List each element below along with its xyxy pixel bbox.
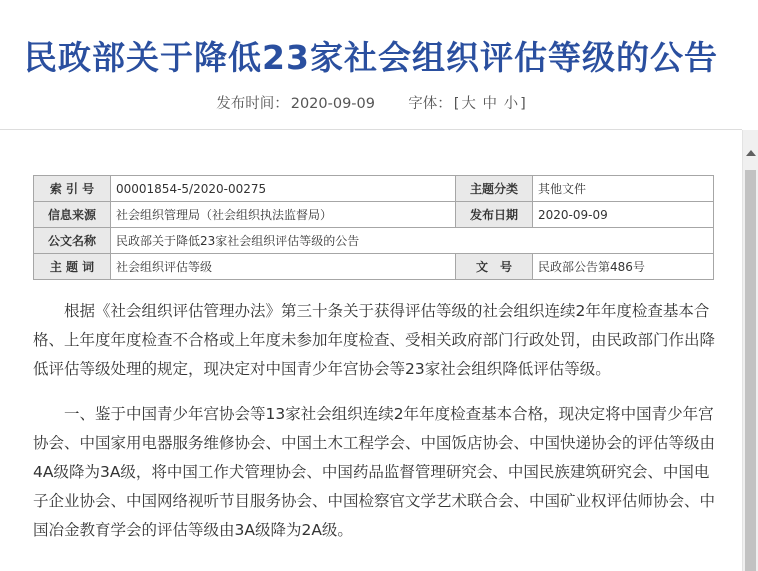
font-size-label: 字体： <box>408 96 452 112</box>
doc-number-value: 民政部公告第486号 <box>533 254 714 280</box>
category-value: 其他文件 <box>533 176 714 202</box>
doc-name-value: 民政部关于降低23家社会组织评估等级的公告 <box>111 228 714 254</box>
publish-label: 发布时间： <box>216 96 289 112</box>
index-label: 索 引 号 <box>34 176 111 202</box>
date-label: 发布日期 <box>456 202 533 228</box>
font-bracket-close: ] <box>520 96 526 112</box>
keywords-value: 社会组织评估等级 <box>111 254 456 280</box>
font-medium-button[interactable]: 中 <box>482 96 497 112</box>
date-value: 2020-09-09 <box>533 202 714 228</box>
table-row <box>34 254 714 280</box>
table-row <box>34 176 714 202</box>
source-label: 信息来源 <box>34 202 111 228</box>
paragraph-1: 根据《社会组织评估管理办法》第三十条关于获得评估等级的社会组织连续2年年度检查基本合格、上年度年度检查不合格或上年度未参加年度检查、受相关政府部门行政处罚，由民政部门作出降低评估等级处理的规定，现决定对中国青少年宫协会等23家社会组织降低评估等级。 <box>33 302 716 378</box>
table-row <box>34 228 714 254</box>
index-value: 00001854-5/2020-00275 <box>111 176 456 202</box>
doc-name-label: 公文名称 <box>34 228 111 254</box>
keywords-label: 主 题 词 <box>34 254 111 280</box>
category-label: 主题分类 <box>456 176 533 202</box>
doc-number-label: 文 号 <box>456 254 533 280</box>
scroll-thumb[interactable] <box>745 170 756 571</box>
publish-date: 2020-09-09 <box>290 96 375 112</box>
scroll-up-arrow-icon[interactable] <box>746 150 756 156</box>
font-bracket-open: [ <box>453 96 460 112</box>
table-row <box>34 202 714 228</box>
font-small-button[interactable]: 小 <box>503 96 519 112</box>
article-meta <box>0 92 742 113</box>
paragraph-2: 一、鉴于中国青少年宫协会等13家社会组织连续2年年度检查基本合格，现决定将中国青少年宫协会、中国家用电器服务维修协会、中国土木工程学会、中国饭店协会、中国快递协会的评估等级由4A级降为3A级，将中国工作犬管理协会、中国药品监督管理研究会、中国民族建筑研究会、中国电子企业协会、中国网络视听节目服务协会、中国检察官文学艺术联合会、中国矿业权评估师协会、中国冶金教育学会的评估等级由3A级降为2A级。 <box>33 405 716 539</box>
article-body <box>33 297 717 561</box>
header-divider <box>0 129 742 130</box>
vertical-scrollbar[interactable] <box>742 130 758 571</box>
page-title: 民政部关于降低23家社会组织评估等级的公告 <box>24 38 718 77</box>
document-info-table <box>33 175 714 280</box>
font-large-button[interactable]: 大 <box>461 96 476 112</box>
source-value: 社会组织管理局（社会组织执法监督局） <box>111 202 456 228</box>
